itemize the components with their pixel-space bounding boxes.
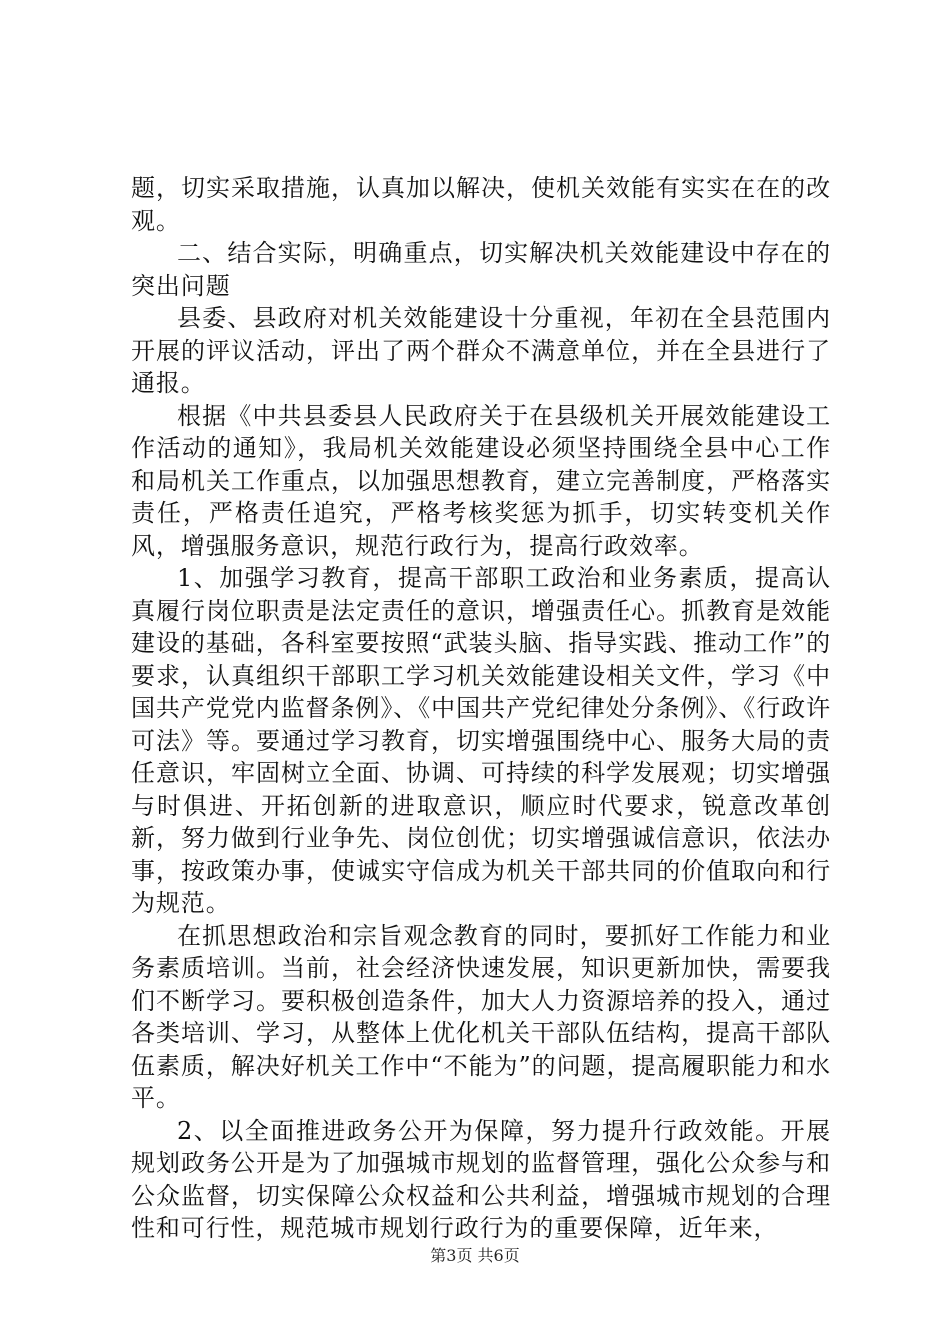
paragraph: 2、以全面推进政务公开为保障，努力提升行政效能。开展规划政务公开是为了加强城市规划的监督管理，强化公众参与和公众监督，切实保障公众权益和公共利益，增强城市规划的合理性和可行性，规范城市规划行政行为的重要保障，近年来， — [131, 1116, 831, 1242]
paragraph: 在抓思想政治和宗旨观念教育的同时，要抓好工作能力和业务素质培训。当前，社会经济快速发展，知识更新加快，需要我们不断学习。要积极创造条件，加大人力资源培养的投入，通过各类培训、学习，从整体上优化机关干部队伍结构，提高干部队伍素质，解决好机关工作中“不能为”的问题，提高履职能力和水平。 — [131, 921, 831, 1112]
paragraph: 县委、县政府对机关效能建设十分重视，年初在全县范围内开展的评议活动，评出了两个群众不满意单位，并在全县进行了通报。 — [131, 304, 831, 397]
document-body — [131, 172, 831, 1245]
section-heading: 二、结合实际，明确重点，切实解决机关效能建设中存在的突出问题 — [131, 239, 831, 300]
paragraph: 根据《中共县委县人民政府关于在县级机关开展效能建设工作活动的通知》，我局机关效能建设必须坚持围绕全县中心工作和局机关工作重点，以加强思想教育，建立完善制度，严格落实责任，严格责任追究，严格考核奖惩为抓手，切实转变机关作风，增强服务意识，规范行政行为，提高行政效率。 — [131, 401, 831, 560]
page-number-footer: 第3页 共6页 — [430, 1246, 520, 1265]
paragraph: 1、加强学习教育，提高干部职工政治和业务素质，提高认真履行岗位职责是法定责任的意识，增强责任心。抓教育是效能建设的基础，各科室要按照“武装头脑、指导实践、推动工作”的要求，认真组织干部职工学习机关效能建设相关文件，学习《中国共产党党内监督条例》、《中国共产党纪律处分条例》、《行政许可法》等。要通过学习教育，切实增强围绕中心、服务大局的责任意识，牢固树立全面、协调、可持续的科学发展观；切实增强与时俱进、开拓创新的进取意识，顺应时代要求，锐意改革创新，努力做到行业争先、岗位创优；切实增强诚信意识，依法办事，按政策办事，使诚实守信成为机关干部共同的价值取向和行为规范。 — [131, 564, 831, 917]
paragraph-continuation: 题，切实采取措施，认真加以解决，使机关效能有实实在在的改观。 — [131, 174, 831, 235]
